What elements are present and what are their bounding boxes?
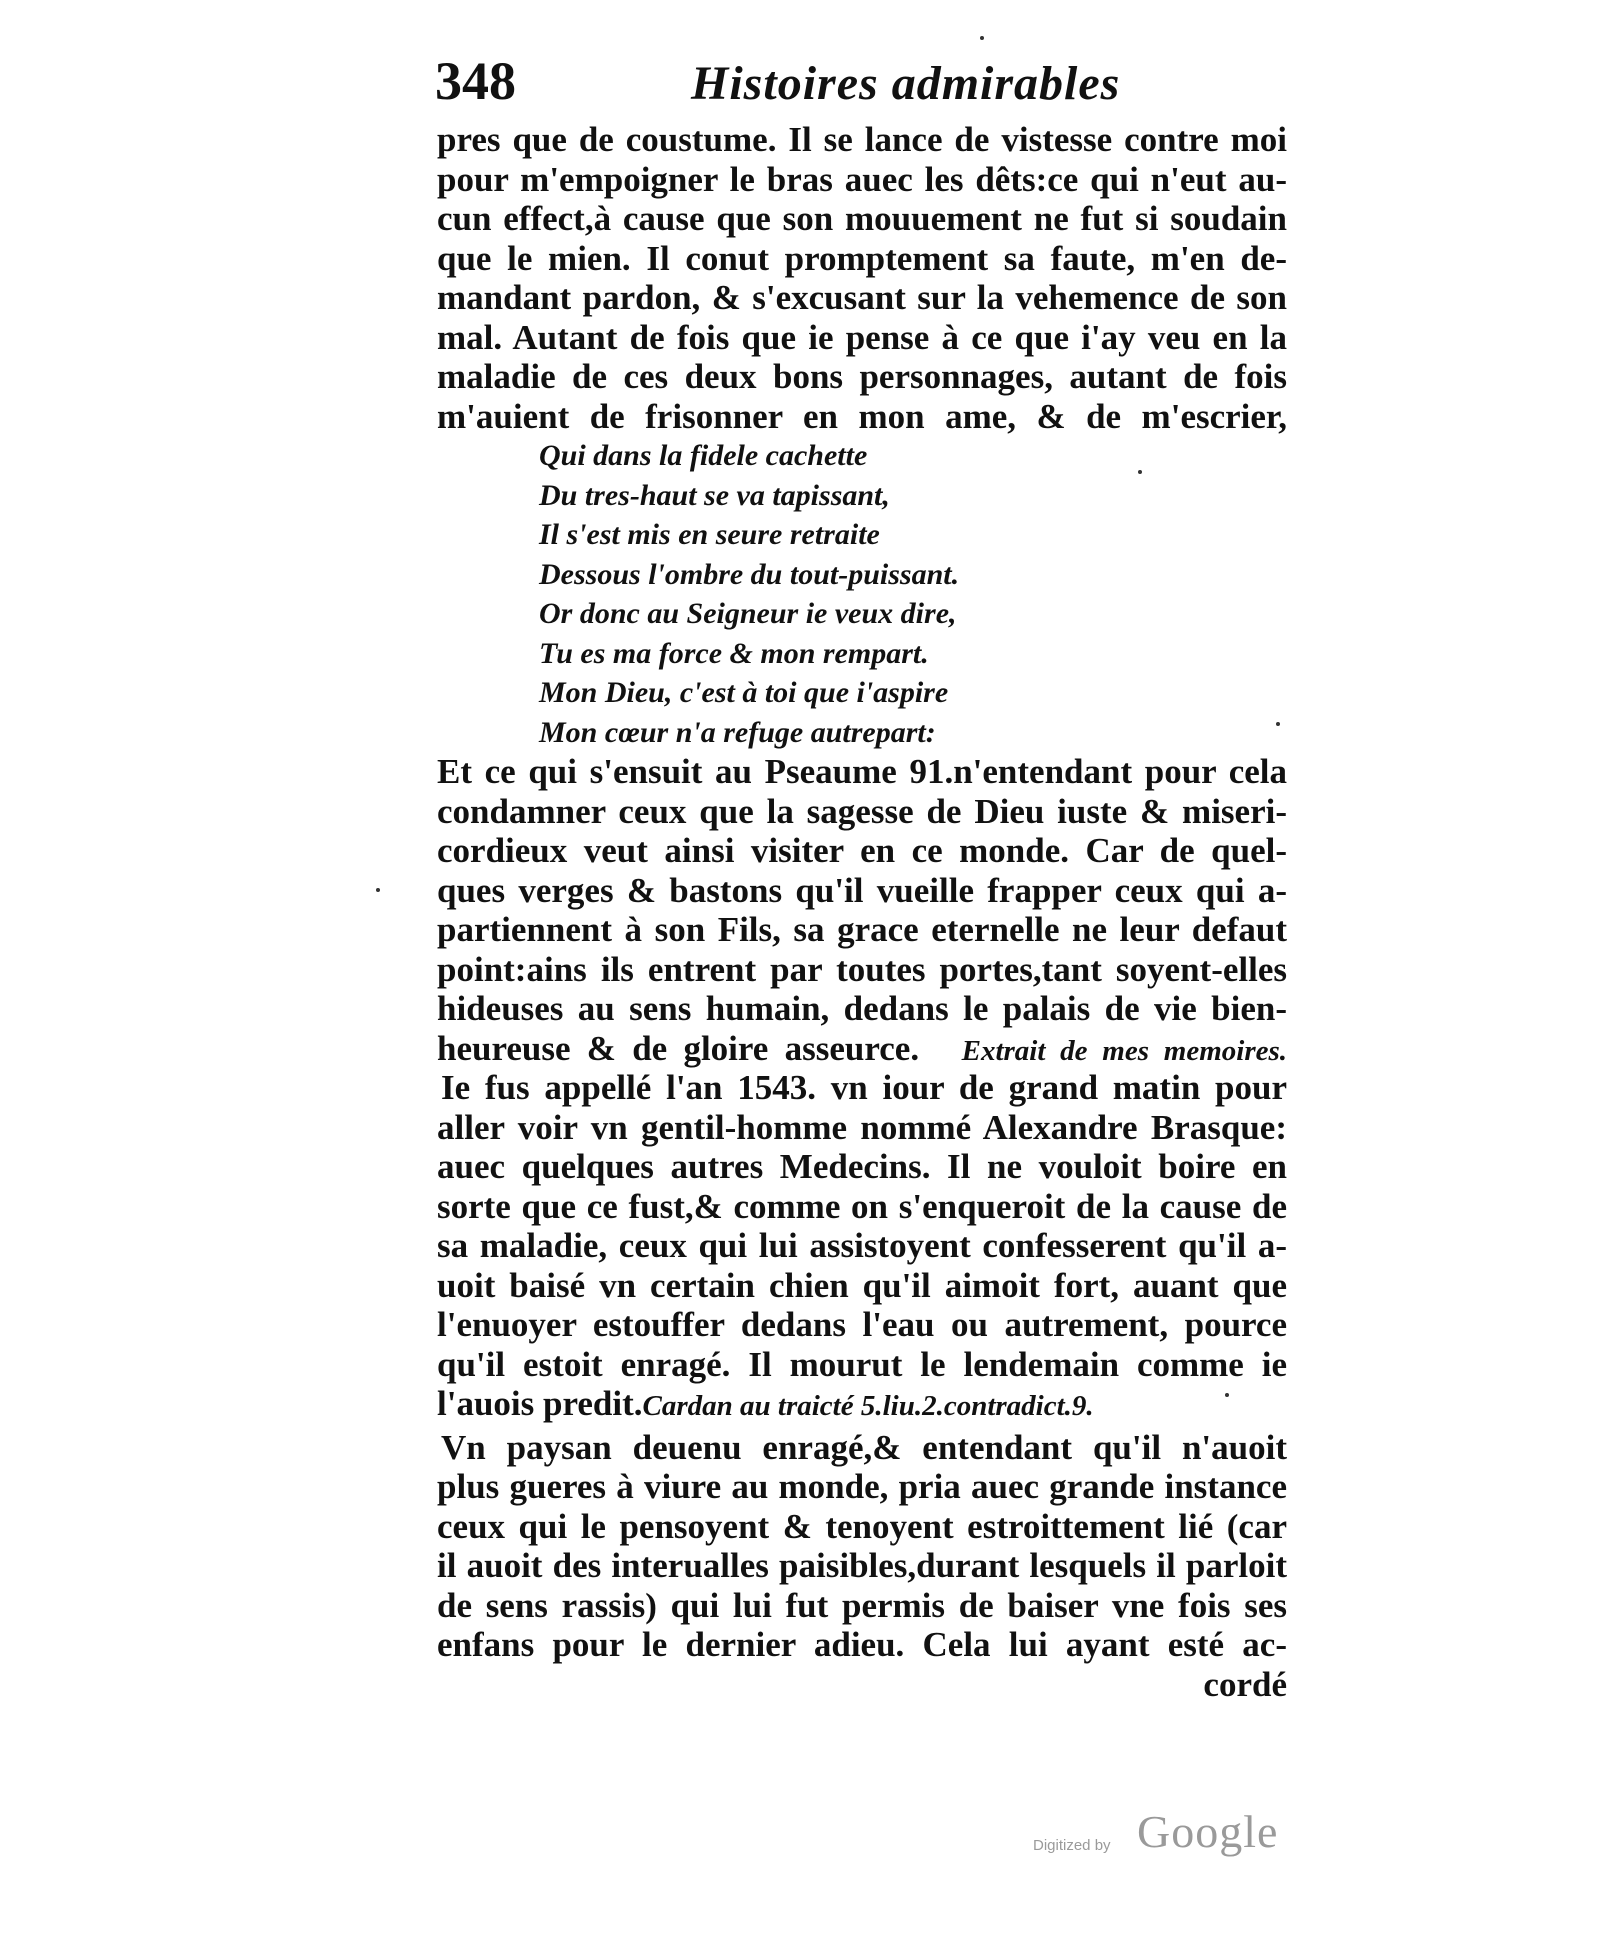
- text-line: cun effect,à cause que son mouuement ne fut si soudain: [437, 199, 1287, 238]
- text-line: que le mien. Il conut promptement sa faute, m'en de-: [437, 238, 1287, 278]
- text-line: mandant pardon, & s'excusant sur la vehemence de son: [437, 278, 1287, 317]
- verse-block: [437, 436, 1287, 752]
- text-line: sa maladie, ceux qui lui assistoyent confesserent qu'il a-: [437, 1226, 1287, 1265]
- catchword: cordé: [1203, 1664, 1287, 1704]
- text-line: uoit baisé vn certain chien qu'il aimoit fort, auant que: [437, 1265, 1287, 1305]
- text-line: partiennent à son Fils, sa grace eternelle ne leur defaut: [437, 910, 1287, 949]
- verse-line: Mon cœur n'a refuge autrepart:: [539, 715, 936, 749]
- text-line: sorte que ce fust,& comme on s'enqueroit de la cause de: [437, 1186, 1287, 1226]
- body-text: [437, 120, 1287, 1704]
- paragraph-3: [437, 1068, 1287, 1424]
- verse-line: Dessous l'ombre du tout-puissant.: [539, 557, 960, 591]
- scan-speck: [980, 36, 984, 40]
- paragraph-2: [437, 752, 1287, 1068]
- text-line: pres que de coustume. Il se lance de vistesse contre moi: [437, 120, 1287, 159]
- text-line: pour m'empoigner le bras auec les dêts:ce qui n'eut au-: [437, 159, 1287, 199]
- text-line: Vn paysan deuenu enragé,& entendant qu'il n'auoit: [441, 1427, 1287, 1467]
- text-line-with-source: [437, 1029, 1287, 1069]
- text-line: hideuses au sens humain, dedans le palais de vie bien-: [437, 989, 1287, 1028]
- verse-line: Or donc au Seigneur ie veux dire,: [539, 597, 957, 630]
- text-line: auec quelques autres Medecins. Il ne vouloit boire en: [437, 1147, 1287, 1186]
- text-line: qu'il estoit enragé. Il mourut le lendemain comme ie: [437, 1344, 1287, 1384]
- scan-speck: [1225, 1393, 1229, 1397]
- text-line: m'auient de frisonner en mon ame, & de m'escrier,: [437, 396, 1287, 436]
- text-line: cordieux veut ainsi visiter en ce monde. Car de quel-: [437, 831, 1287, 870]
- running-title: Histoires admirables: [691, 57, 1121, 110]
- scan-speck: [376, 888, 380, 892]
- paragraph-1: [437, 120, 1287, 436]
- source-citation: Extrait de mes memoires.: [961, 1034, 1288, 1067]
- text-line: maladie de ces deux bons personnages, autant de fois: [437, 357, 1287, 396]
- verse-line: Du tres-haut se va tapissant,: [539, 478, 890, 512]
- digitized-watermark: [1033, 1805, 1293, 1865]
- text-line: Et ce qui s'ensuit au Pseaume 91.n'entendant pour cela: [437, 752, 1287, 791]
- verse-line: Mon Dieu, c'est à toi que i'aspire: [539, 676, 949, 709]
- text-line: plus gueres à viure au monde, pria auec grande instance: [437, 1467, 1287, 1506]
- scan-speck: [1138, 470, 1142, 474]
- scan-speck: [1276, 722, 1280, 726]
- page-number: 348: [435, 51, 516, 111]
- source-citation: Cardan au traicté 5.liu.2.contradict.9.: [642, 1390, 1094, 1422]
- paragraph-4: [437, 1428, 1287, 1705]
- text-line: l'enuoyer estouffer dedans l'eau ou autrement, pource: [437, 1305, 1287, 1344]
- verse-line: Qui dans la fidele cachette: [539, 439, 868, 472]
- text-line: Ie fus appellé l'an 1543. vn iour de grand matin pour: [441, 1068, 1287, 1107]
- digitized-by-label: Digitized by: [1033, 1837, 1111, 1854]
- text-line: ceux qui le pensoyent & tenoyent estroittement lié (car: [437, 1506, 1287, 1546]
- text-line-with-source: [437, 1384, 1287, 1424]
- text-line: l'auois predit.: [437, 1384, 643, 1423]
- text-line: ques verges & bastons qu'il vueille frapper ceux qui a-: [437, 870, 1287, 910]
- text-line: aller voir vn gentil-homme nommé Alexandre Brasque:: [437, 1107, 1287, 1147]
- text-line: il auoit des interualles paisibles,durant lesquels il parloit: [437, 1546, 1287, 1585]
- verse-line: Il s'est mis en seure retraite: [539, 518, 880, 551]
- verse-line: Tu es ma force & mon rempart.: [539, 636, 929, 670]
- text-line: condamner ceux que la sagesse de Dieu iuste & miseri-: [437, 791, 1287, 831]
- text-line: mal. Autant de fois que ie pense à ce que i'ay veu en la: [437, 317, 1287, 357]
- page-header: [435, 50, 1315, 120]
- text-line: point:ains ils entrent par toutes portes,tant soyent-elles: [437, 949, 1287, 989]
- text-line: de sens rassis) qui lui fut permis de baiser vne fois ses: [437, 1585, 1287, 1625]
- text-line: enfans pour le dernier adieu. Cela lui ayant esté ac-: [437, 1625, 1287, 1664]
- text-line: heureuse & de gloire asseurce.: [437, 1028, 920, 1068]
- google-logo: Google: [1137, 1806, 1279, 1857]
